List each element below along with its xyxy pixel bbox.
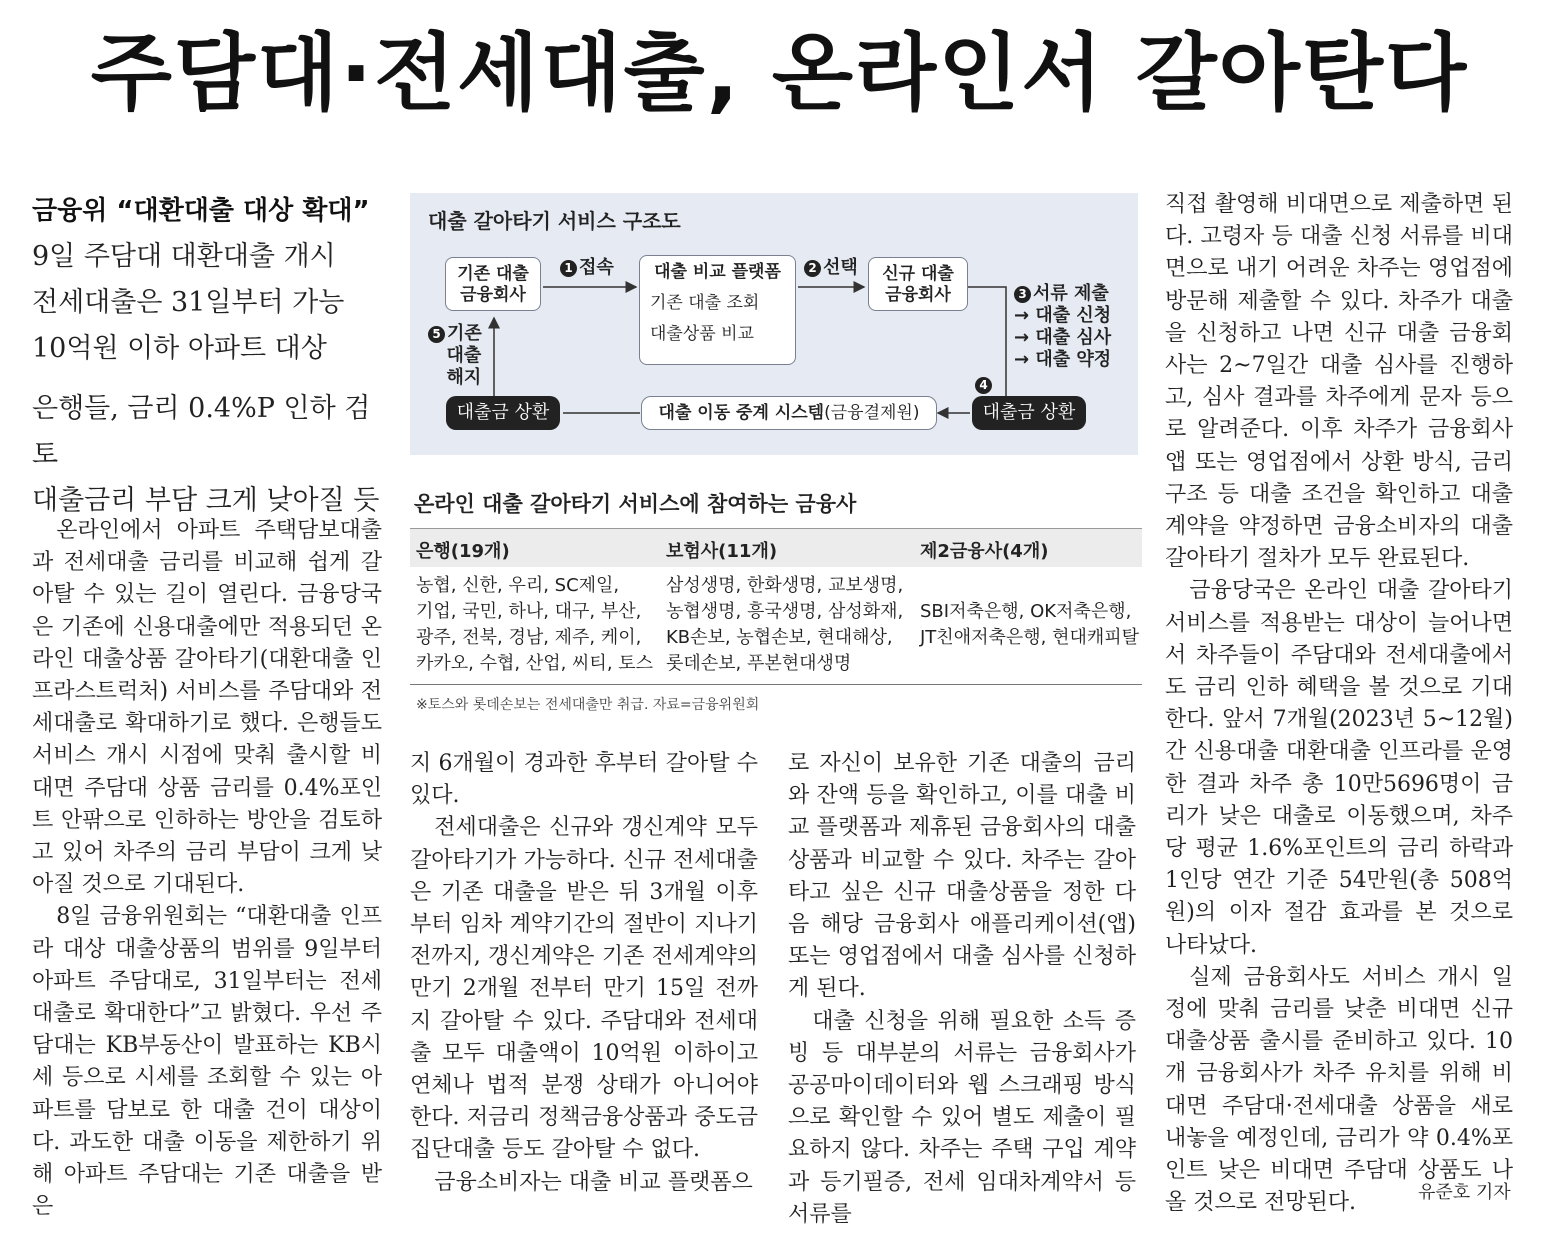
table-divider <box>410 684 1142 685</box>
repay-pill-left: 대출금 상환 <box>446 396 560 430</box>
table-cell-line: 카카오, 수협, 산업, 씨티, 토스 <box>416 653 654 674</box>
subhead-2: 9일 주담대 대환대출 개시 <box>32 241 336 272</box>
step-3-text: 서류 제출 <box>1033 283 1109 304</box>
table-cell-line: 기업, 국민, 하나, 대구, 부산, <box>416 601 642 622</box>
table-cell-line: KB손보, 농협손보, 현대해상, <box>666 627 893 648</box>
subhead-1: 금융위 “대환대출 대상 확대” <box>32 196 370 226</box>
table-cell-line: 롯데손보, 푸본현대생명 <box>666 653 852 674</box>
table-cell-second-tier <box>920 599 1139 651</box>
step-3-text: → 대출 심사 <box>1014 327 1112 348</box>
new-lender-label: 신규 대출 <box>882 264 954 284</box>
table-cell-insurers <box>666 573 903 677</box>
headline: 주담대·전세대출, 온라인서 갈아탄다 <box>90 24 1469 122</box>
existing-lender-box <box>445 257 541 311</box>
relay-system-operator: (금융결제원) <box>824 403 920 423</box>
comparison-platform-box <box>639 255 796 365</box>
step-3-text: → 대출 약정 <box>1014 349 1112 370</box>
new-lender-label: 금융회사 <box>885 285 951 305</box>
table-title: 온라인 대출 갈아타기 서비스에 참여하는 금융사 <box>414 492 857 516</box>
paragraph: 전세대출은 신규와 갱신계약 모두 갈아타기가 가능하다. 신규 전세대출은 기존 대출을 받은 뒤 3개월 이후부터 임차 계약기간의 절반이 지나기 전까지, 갱신계약은 기존 전세계약의 만기 2개월 전부터 만기 15일 전까지 갈아탈 수 있다. 주담대와 전세대출 모두 대출액이 10억원 이하이고 연체나 법적 분쟁 상태가 아니어야 한다. 저금리 정책금융상품과 중도금 집단대출 등도 갈아탈 수 없다. <box>410 815 758 1163</box>
paragraph: 8일 금융위원회는 “대환대출 인프라 대상 대출상품의 범위를 9일부터 아파트 주담대로, 31일부터는 전세대출로 확대한다”고 밝혔다. 우선 주담대는 KB부동산이 발표하는 KB시세 등으로 시세를 조회할 수 있는 아파트를 담보로 한 대출 건이 대상이다. 과도한 대출 이동을 제한하기 위해 아파트 주담대는 기존 대출을 받은 <box>32 904 382 1220</box>
table-header: 제2금융사(4개) <box>920 541 1049 562</box>
table-cell-line: 광주, 전북, 경남, 제주, 케이, <box>416 627 642 648</box>
platform-item: 기존 대출 조회 <box>650 293 760 313</box>
subhead-5: 은행들, 금리 0.4%P 인하 검토 <box>32 393 371 470</box>
table-cell-line: 농협생명, 흥국생명, 삼성화재, <box>666 601 904 622</box>
step-2-label <box>804 257 858 279</box>
subhead-block <box>32 188 387 524</box>
step-4-label <box>975 374 994 396</box>
step-3-text: → 대출 신청 <box>1014 305 1112 326</box>
paragraph: 로 자신이 보유한 기존 대출의 금리와 잔액 등을 확인하고, 이를 대출 비교 플랫폼과 제휴된 금융회사의 대출상품과 비교할 수 있다. 차주는 갈아타고 싶은 신규 대출상품을 정한 다음 해당 금융회사 애플리케이션(앱) 또는 영업점에서 대출 심사를 신청하게 된다. <box>788 751 1136 1002</box>
paragraph: 대출 신청을 위해 필요한 소득 증빙 등 대부분의 서류는 금융회사가 공공마이데이터와 웹 스크래핑 방식으로 확인할 수 있어 별도 제출이 필요하지 않다. 차주는 주택 구입 계약과 등기필증, 전세 임대차계약서 등 서류를 <box>788 1008 1136 1227</box>
step-number-badge: 4 <box>975 377 992 394</box>
relay-system-title: 대출 이동 중계 시스템 <box>658 403 825 423</box>
repay-pill-right: 대출금 상환 <box>972 396 1086 430</box>
step-1-text: 접속 <box>579 257 614 278</box>
table-header: 은행(19개) <box>416 541 510 562</box>
step-5-text: 해지 <box>446 367 482 388</box>
step-number-badge: 1 <box>560 260 577 277</box>
diagram-title: 대출 갈아타기 서비스 구조도 <box>428 209 681 233</box>
byline: 유준호 기자 <box>1418 1182 1511 1203</box>
paragraph: 온라인에서 아파트 주택담보대출과 전세대출 금리를 비교해 쉽게 갈아탈 수 있는 길이 열린다. 금융당국은 기존에 신용대출에만 적용되던 온라인 대출상품 갈아타기(대환대출 인프라스트럭처) 서비스를 주담대와 전세대출로 확대하기로 했다. 은행들도 서비스 개시 시점에 맞춰 출시할 비대면 주담대 상품 금리를 0.4%포인트 안팎으로 인하하는 방안을 검토하고 있어 차주의 금리 부담이 크게 낮아질 것으로 기대된다. <box>32 518 382 898</box>
existing-lender-label: 기존 대출 <box>457 264 529 284</box>
subhead-6: 대출금리 부담 크게 낮아질 듯 <box>32 485 380 516</box>
step-1-label <box>560 257 614 279</box>
table-cell-line: 삼성생명, 한화생명, 교보생명, <box>666 575 904 596</box>
table-cell-banks <box>416 573 653 677</box>
paragraph: 지 6개월이 경과한 후부터 갈아탈 수 있다. <box>410 751 758 809</box>
relay-system-box <box>641 396 937 430</box>
table-header: 보험사(11개) <box>666 541 778 562</box>
step-number-badge: 2 <box>804 260 821 277</box>
column-2 <box>410 748 758 1199</box>
table-cell-line: JT친애저축은행, 현대캐피탈 <box>920 627 1140 648</box>
column-1 <box>32 515 382 1223</box>
paragraph: 실제 금융회사도 서비스 개시 일정에 맞춰 금리를 낮춘 비대면 신규 대출상품 출시를 준비하고 있다. 10개 금융회사가 차주 유치를 위해 비대면 주담대·전세대출 상품을 새로 내놓을 예정인데, 금리가 약 0.4%포인트 낮은 비대면 주담대 상품도 나올 것으로 전망된다. <box>1165 964 1513 1216</box>
new-lender-box <box>868 257 968 311</box>
step-5-text: 대출 <box>446 345 482 366</box>
step-5-label <box>428 323 482 389</box>
paragraph: 직접 촬영해 비대면으로 제출하면 된다. 고령자 등 대출 신청 서류를 비대면으로 내기 어려운 차주는 영업점에 방문해 제출할 수 있다. 차주가 대출을 신청하고 나면 신규 대출 금융회사는 2~7일간 대출 심사를 진행하고, 심사 결과를 차주에게 문자 등으로 알려준다. 이후 차주가 금융회사 앱 또는 영업점에서 상환 방식, 금리 구조 등 대출 조건을 확인하고 대출 계약을 약정하면 금융소비자의 대출 갈아타기 절차가 모두 완료된다. <box>1165 192 1513 572</box>
subhead-4: 10억원 이하 아파트 대상 <box>32 333 327 364</box>
column-3 <box>788 748 1136 1231</box>
platform-item: 대출상품 비교 <box>650 324 754 344</box>
subhead-3: 전세대출은 31일부터 가능 <box>32 287 345 318</box>
existing-lender-label: 금융회사 <box>460 285 526 305</box>
paragraph: 금융당국은 온라인 대출 갈아타기 서비스를 적용받는 대상이 늘어나면서 차주들이 주담대와 전세대출에서도 금리 인하 혜택을 볼 것으로 기대한다. 앞서 7개월(2023년 5~12월)간 신용대출 대환대출 인프라를 운영한 결과 차주 총 10만5696명이 금리가 낮은 대출로 이동했으며, 차주당 평균 1.6%포인트의 금리 하락과 1인당 연간 기준 54만원(총 508억원)의 이자 절감 효과를 본 것으로 나타났다. <box>1165 578 1513 958</box>
step-number-badge: 3 <box>1014 286 1031 303</box>
step-number-badge: 5 <box>428 326 445 343</box>
step-3-label <box>1014 283 1111 371</box>
service-structure-diagram <box>410 193 1138 455</box>
table-header-row <box>410 528 1142 567</box>
column-4 <box>1165 189 1513 1220</box>
table-cell-line: SBI저축은행, OK저축은행, <box>920 601 1132 622</box>
table-note: ※토스와 롯데손보는 전세대출만 취급. 자료=금융위원회 <box>416 697 760 713</box>
paragraph: 금융소비자는 대출 비교 플랫폼으 <box>434 1169 753 1195</box>
step-5-text: 기존 <box>447 323 482 344</box>
step-2-text: 선택 <box>823 257 858 278</box>
table-cell-line: 농협, 신한, 우리, SC제일, <box>416 575 620 596</box>
platform-title: 대출 비교 플랫폼 <box>654 262 781 282</box>
